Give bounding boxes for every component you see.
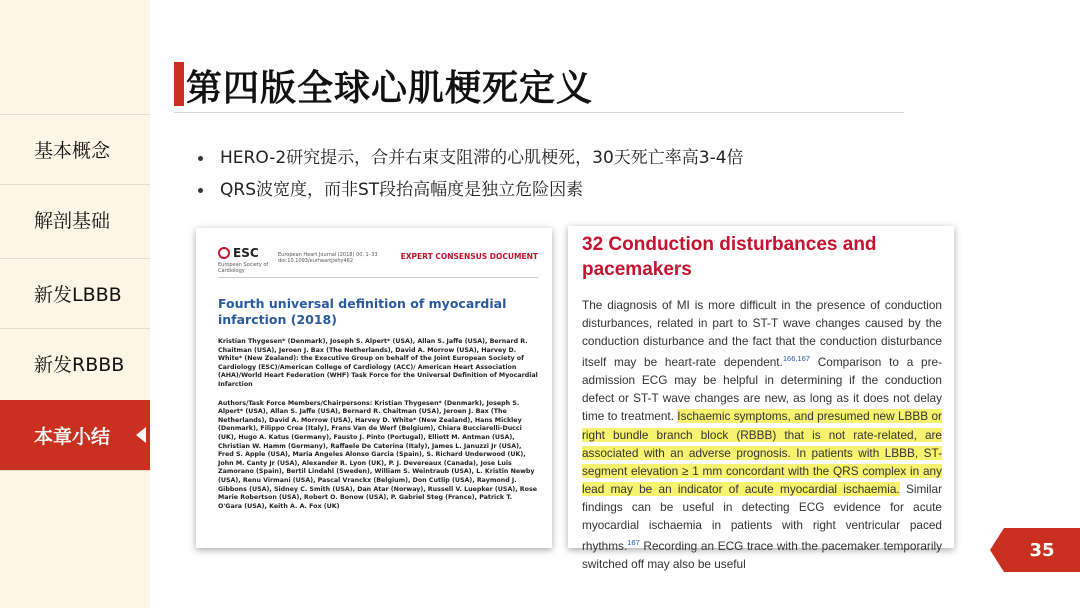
- sidebar-item-basic-concepts[interactable]: 基本概念: [0, 114, 150, 184]
- sidebar-item-new-rbbb[interactable]: 新发RBBB: [0, 328, 150, 398]
- title-accent-bar: [174, 62, 184, 106]
- citation-ref: 166,167: [782, 354, 810, 364]
- section-body: The diagnosis of MI is more difficult in the presence of conduction disturbances, related in part to ST-T wave changes caused by the conduction disturbance and the fact that the conduction disturbance itself may be heart-rate dependent.$^{166,167}$ Comparison to a pre-admission ECG may be helpful in determining if the conduction defect or ST-T wave changes are new, as long as it does not delay time to treatment. Ischaemic symptoms, and presumed new LBBB or right bundle branch block (RBBB) that is not rate-related, are associated with an adverse prognosis. In patients with LBBB, ST-segment elevation ≥ 1 mm concordant with the QRS complex in any lead may be an indicator of acute myocardial ischaemia. Similar findings can be useful in detecting ECG evidence for acute myocardial ischaemia in patients with right ventricular paced rhythms.$^{167}$ Recording an ECG trace with the pacemaker temporarily switched off may also be useful: [582, 298, 943, 572]
- sidebar-item-anatomy[interactable]: 解剖基础: [0, 184, 150, 254]
- sidebar-divider: [0, 470, 150, 471]
- paper-authors: Kristian Thygesen* (Denmark), Joseph S. Alpert* (USA), Allan S. Jaffe (USA), Bernard R. Chaitman (USA), Jeroen J. Bax (The Netherlands), David A. Morrow (USA), Harvey D. White* (New Zealand): the Executive Group on behalf of the Joint European Society of Cardiology (ESC)/American College of Cardiology (ACC)/ American Heart Association (AHA)/World Heart Federation (WHF) Task Force for the Universal Definition of Myocardial Infarction: [218, 338, 538, 388]
- esc-header: [218, 242, 538, 278]
- bullet-list: [196, 146, 744, 210]
- journal-citation: European Heart Journal (2018) 00, 1–33 doi:10.1093/eurheartj/ehy462: [278, 252, 378, 264]
- task-force-members: Authors/Task Force Members/Chairpersons: Kristian Thygesen* (Denmark), Joseph S. Alpert* (USA), Allan S. Jaffe (USA), Bernard R. Chaitman (USA), Jeroen J. Bax (The Netherlands), David A. Morrow (USA), Harvey D. White* (New Zealand), Hans Mickley (Denmark), Filippo Crea (Italy), Frans Van de Werf (Belgium), Chiara Bucciarelli-Ducci (UK), Hugo A. Katus (Germany), Fausto J. Pinto (Portugal), Elliott M. Antman (USA), Christian W. Hamm (Germany), Raffaele De Caterina (Italy), James L. Januzzi Jr (USA), Fred S. Apple (USA), Maria Angeles Alonso Garcia (Spain), S. Richard Underwood (UK), John M. Canty Jr (USA), Alexander R. Lyon (UK), P. J. Devereaux (Canada), Jose Luis Zamorano (Spain), Bertil Lindahl (Sweden), William S. Weintraub (USA), L. Kristin Newby (USA), Renu Virmani (USA), Pascal Vranckx (Belgium), Don Cutlip (USA), Raymond J. Gibbons (USA), Sidney C. Smith (USA), Dan Atar (Norway), Russell V. Luepker (USA), Rose Marie Robertson (USA), Robert O. Bonow (USA), P. Gabriel Steg (France), Patrick T. O'Gara (USA), Keith A. A. Fox (UK): [218, 399, 537, 510]
- highlighted-text: Ischaemic symptoms, and presumed new LBBB or right bundle branch block (RBBB) that is not rate-related, are associated with an adverse prognosis. In patients with LBBB, ST-segment elevation ≥ 1 mm concordant with the QRS complex in any lead may be an indicator of acute myocardial ischaemia.: [582, 409, 942, 496]
- bullet-item: QRS波宽度，而非ST段抬高幅度是独立危险因素: [196, 178, 744, 210]
- sidebar-item-new-lbbb[interactable]: 新发LBBB: [0, 258, 150, 328]
- bullet-dot-icon: [198, 188, 203, 193]
- page-number-badge: 35: [1004, 528, 1080, 572]
- sidebar-item-chapter-summary[interactable]: 本章小结: [0, 400, 150, 470]
- guideline-section-excerpt: [568, 226, 954, 572]
- esc-logo: ESC: [218, 246, 259, 260]
- citation-ref: 167: [627, 538, 640, 548]
- title-divider: [174, 112, 904, 113]
- paper-title: Fourth universal definition of myocardial infarction (2018): [218, 296, 507, 327]
- section-title: 32 Conduction disturbances and pacemakers: [582, 234, 877, 280]
- bullet-dot-icon: [198, 156, 203, 161]
- slide-title: 第四版全球心肌梗死定义: [186, 68, 594, 109]
- document-type: EXPERT CONSENSUS DOCUMENT: [400, 252, 538, 261]
- chapter-sidebar: [0, 0, 150, 608]
- esc-society: European Society of Cardiology: [218, 262, 269, 274]
- active-pointer-icon: [136, 427, 146, 443]
- bullet-item: HERO-2研究提示，合并右束支阻滞的心肌梗死，30天死亡率高3-4倍: [196, 146, 744, 178]
- badge-pointer-icon: [990, 528, 1004, 572]
- esc-heart-icon: [218, 247, 230, 259]
- guideline-cover-excerpt: [196, 228, 552, 548]
